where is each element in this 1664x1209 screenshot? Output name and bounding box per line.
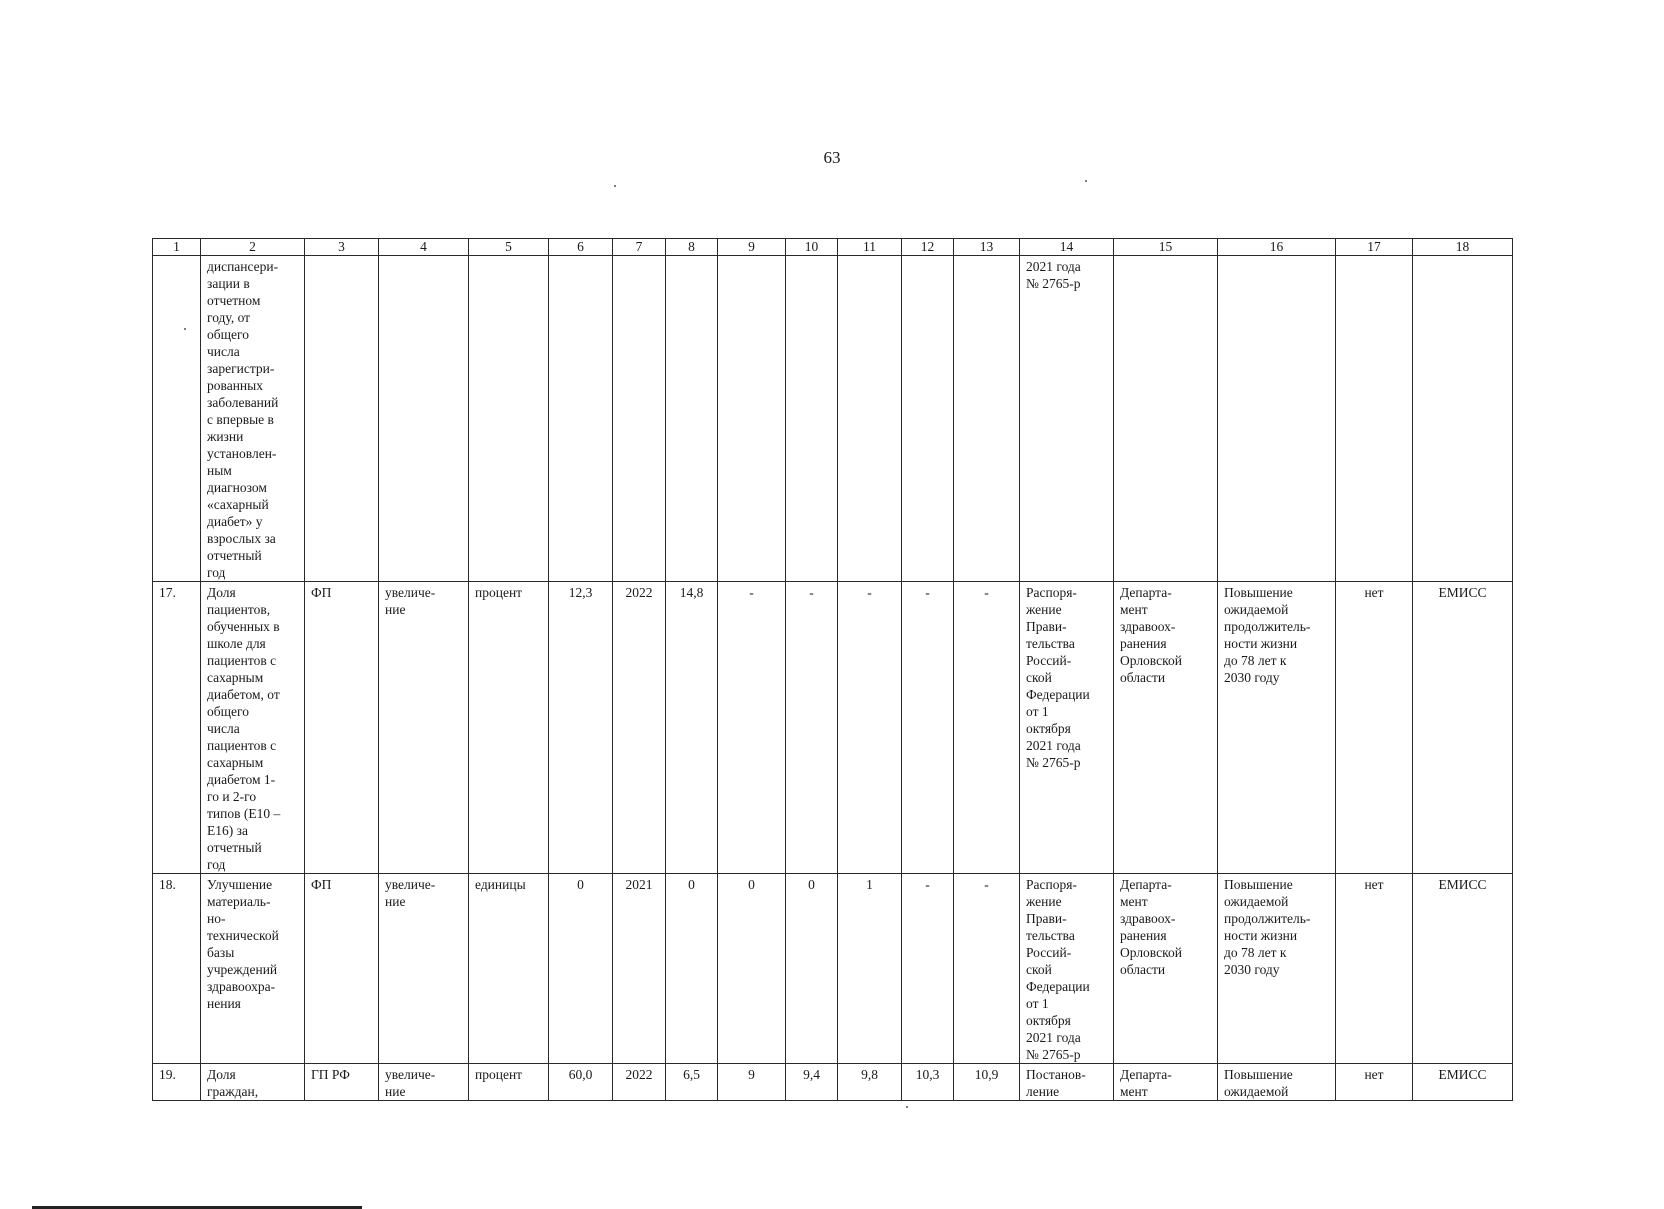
table-cell: увеличе- ние	[379, 874, 469, 1064]
column-header: 9	[718, 239, 786, 256]
table-cell: процент	[469, 1064, 549, 1101]
table-cell: -	[902, 582, 954, 874]
table-cell	[838, 256, 902, 582]
table-cell: ЕМИСС	[1413, 582, 1513, 874]
table-cell: -	[954, 874, 1020, 1064]
table-cell: Повышение ожидаемой продолжитель- ности жизни до 78 лет к 2030 году	[1218, 874, 1336, 1064]
table-cell: 14,8	[666, 582, 718, 874]
table-cell: 2021	[613, 874, 666, 1064]
table-cell: 2021 года № 2765-р	[1020, 256, 1114, 582]
column-header: 6	[549, 239, 613, 256]
page-number: 63	[823, 148, 841, 167]
table-cell: 10,3	[902, 1064, 954, 1101]
table-row	[153, 874, 1513, 1064]
table-cell: единицы	[469, 874, 549, 1064]
column-header: 15	[1114, 239, 1218, 256]
table-row	[153, 256, 1513, 582]
table-cell	[1336, 256, 1413, 582]
table-cell: -	[786, 582, 838, 874]
column-header: 4	[379, 239, 469, 256]
table-cell	[613, 256, 666, 582]
table-cell: Повышение ожидаемой продолжитель- ности жизни до 78 лет к 2030 году	[1218, 582, 1336, 874]
table-cell: 0	[786, 874, 838, 1064]
table-cell: ЕМИСС	[1413, 1064, 1513, 1101]
column-header: 12	[902, 239, 954, 256]
table-cell: нет	[1336, 582, 1413, 874]
table-cell	[305, 256, 379, 582]
table-cell: -	[838, 582, 902, 874]
table-cell: 0	[549, 874, 613, 1064]
table-cell: процент	[469, 582, 549, 874]
column-header: 8	[666, 239, 718, 256]
column-header: 3	[305, 239, 379, 256]
table-cell: Улучшение материаль- но- технической базы учреждений здравоохра- нения	[201, 874, 305, 1064]
table-cell	[549, 256, 613, 582]
column-header: 16	[1218, 239, 1336, 256]
table-cell: 60,0	[549, 1064, 613, 1101]
table-cell	[379, 256, 469, 582]
table-cell: 9,4	[786, 1064, 838, 1101]
table-cell: Доля граждан,	[201, 1064, 305, 1101]
table-cell: 2022	[613, 1064, 666, 1101]
table-cell: Распоря- жение Прави- тельства Россий- ской Федерации от 1 октября 2021 года № 2765-р	[1020, 874, 1114, 1064]
table-cell: 6,5	[666, 1064, 718, 1101]
column-header: 10	[786, 239, 838, 256]
table-cell: Департа- мент здравоох- ранения Орловской области	[1114, 582, 1218, 874]
column-header: 17	[1336, 239, 1413, 256]
table-cell	[902, 256, 954, 582]
table-cell: Повышение ожидаемой	[1218, 1064, 1336, 1101]
column-number-row	[153, 239, 1513, 256]
column-header: 1	[153, 239, 201, 256]
table-cell: -	[954, 582, 1020, 874]
table-cell	[786, 256, 838, 582]
table-cell: нет	[1336, 874, 1413, 1064]
table-cell	[666, 256, 718, 582]
table-header	[153, 239, 1513, 256]
table-cell: ФП	[305, 874, 379, 1064]
table-cell	[718, 256, 786, 582]
table-cell: 0	[718, 874, 786, 1064]
table-cell	[469, 256, 549, 582]
column-header: 7	[613, 239, 666, 256]
indicator-table	[152, 238, 1513, 1101]
table-cell: ГП РФ	[305, 1064, 379, 1101]
table-cell: увеличе- ние	[379, 1064, 469, 1101]
table-cell: ЕМИСС	[1413, 874, 1513, 1064]
table-cell: -	[902, 874, 954, 1064]
table-cell: 1	[838, 874, 902, 1064]
column-header: 5	[469, 239, 549, 256]
table-cell: 2022	[613, 582, 666, 874]
scan-speck	[614, 185, 616, 187]
table-cell: 12,3	[549, 582, 613, 874]
table-cell: Распоря- жение Прави- тельства Россий- ской Федерации от 1 октября 2021 года № 2765-р	[1020, 582, 1114, 874]
table-cell: 18.	[153, 874, 201, 1064]
table-cell: увеличе- ние	[379, 582, 469, 874]
table-cell: 19.	[153, 1064, 201, 1101]
column-header: 13	[954, 239, 1020, 256]
table-cell: 10,9	[954, 1064, 1020, 1101]
table-cell	[1114, 256, 1218, 582]
table-cell: -	[718, 582, 786, 874]
table-cell	[1218, 256, 1336, 582]
table-row	[153, 582, 1513, 874]
table-cell	[1413, 256, 1513, 582]
table-cell: диспансери- зации в отчетном году, от общего числа зарегистри- рованных заболеваний с впервые в жизни установлен- ным диагнозом «сахарный диабет» у взрослых за отчетный год	[201, 256, 305, 582]
table-cell	[954, 256, 1020, 582]
table-row	[153, 1064, 1513, 1101]
table-cell: Постанов- ление	[1020, 1064, 1114, 1101]
table-cell: Департа- мент здравоох- ранения Орловской области	[1114, 874, 1218, 1064]
scan-speck	[906, 1106, 908, 1108]
table-cell: ФП	[305, 582, 379, 874]
table-cell: Доля пациентов, обученных в школе для пациентов с сахарным диабетом, от общего числа пациентов с сахарным диабетом 1- го и 2-го типов (E10 – E16) за отчетный год	[201, 582, 305, 874]
scan-speck	[1085, 180, 1087, 182]
column-header: 2	[201, 239, 305, 256]
table-cell: 9,8	[838, 1064, 902, 1101]
table-cell: Департа- мент	[1114, 1064, 1218, 1101]
table-cell	[153, 256, 201, 582]
table-cell: 17.	[153, 582, 201, 874]
column-header: 11	[838, 239, 902, 256]
column-header: 14	[1020, 239, 1114, 256]
scan-speck	[184, 328, 186, 330]
table-cell: нет	[1336, 1064, 1413, 1101]
column-header: 18	[1413, 239, 1513, 256]
table-cell: 0	[666, 874, 718, 1064]
table-cell: 9	[718, 1064, 786, 1101]
